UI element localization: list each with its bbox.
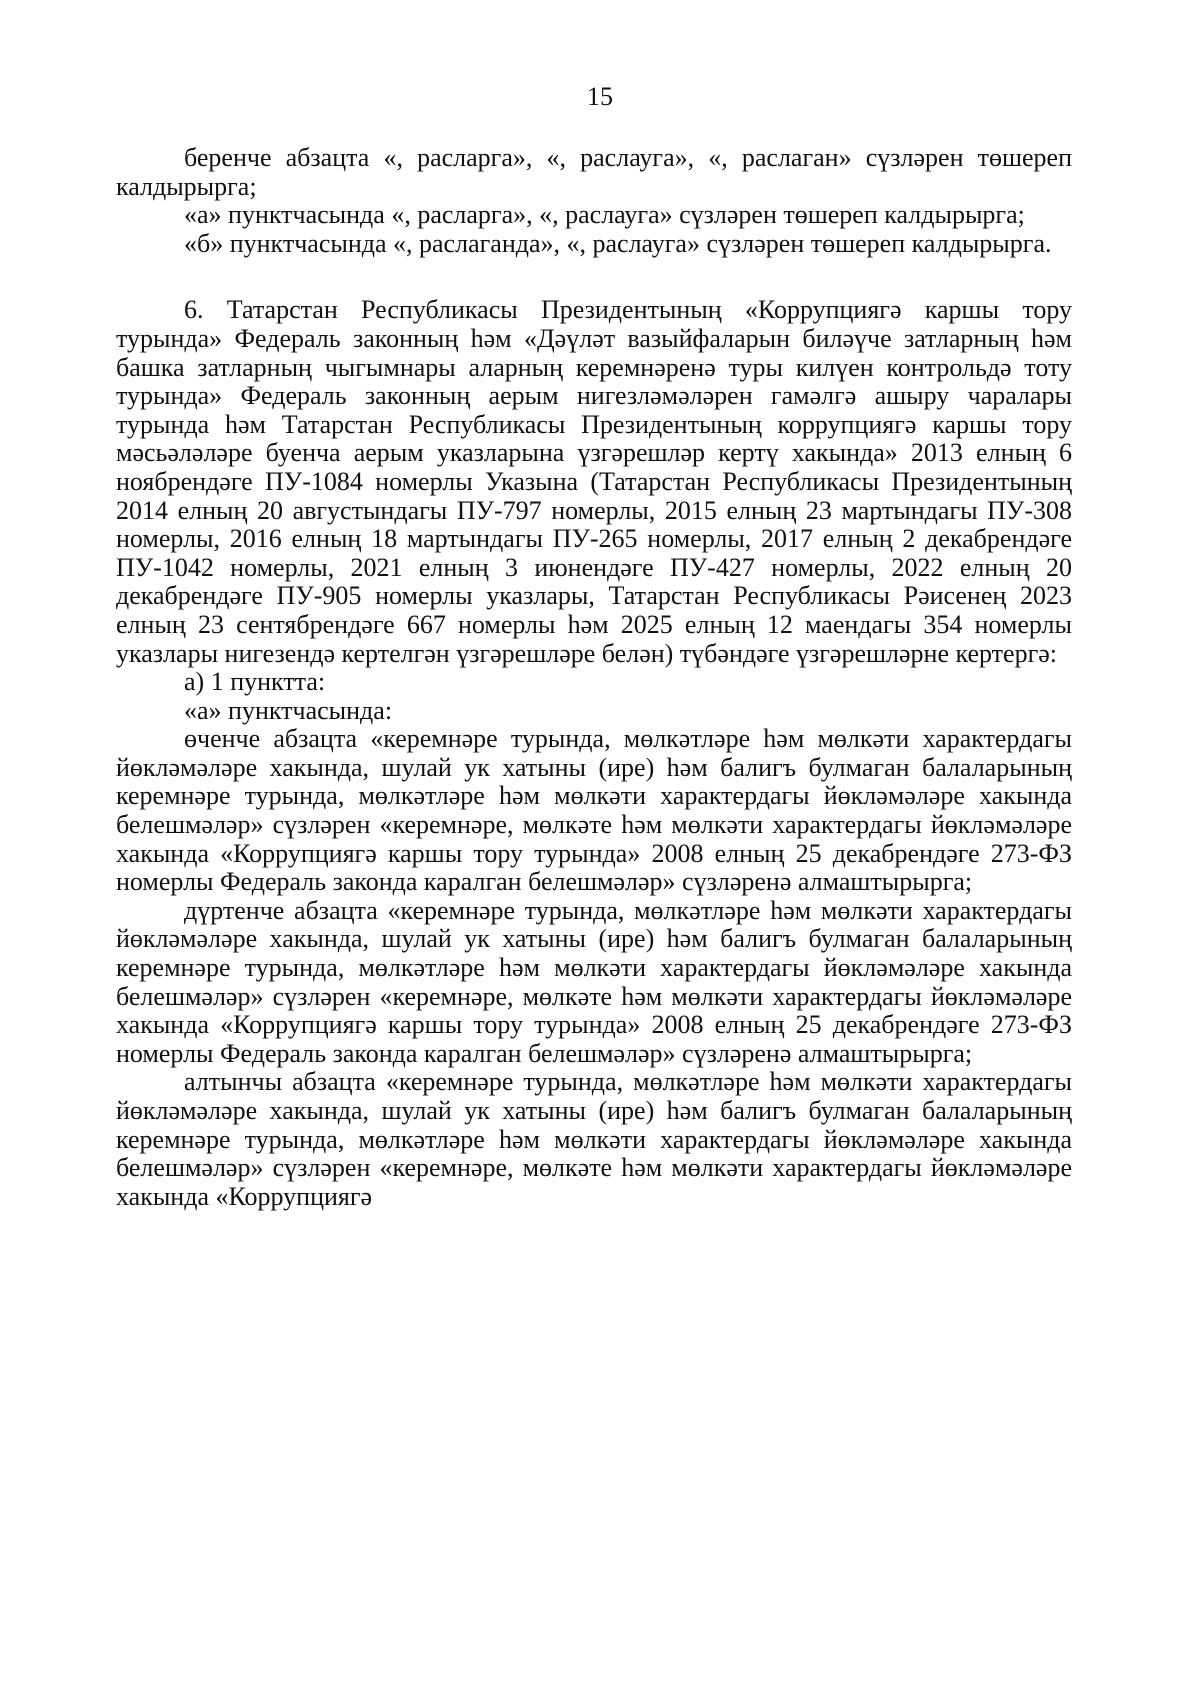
paragraph-gap [116, 258, 1072, 296]
paragraph-sixth-abzats: алтынчы абзацта «керемнәре турында, мөлкәтләре һәм мөлкәти характердагы йөкләмәләре хакында, шулай ук хатыны (ире) һәм балигъ булмаган балаларының керемнәре турында, мөлкәтләре һәм мөлкәти характердагы йөкләмәләре хакында белешмәләр» сүзләрен «керемнәре, мөлкәте һәм мөлкәти характердагы йөкләмәләре хакында «Коррупциягә [116, 1067, 1072, 1211]
paragraph-fourth-abzats: дүртенче абзацта «керемнәре турында, мөлкәтләре һәм мөлкәти характердагы йөкләмәләре хакында, шулай ук хатыны (ире) һәм балигъ булмаган балаларының керемнәре турында, мөлкәтләре һәм мөлкәти характердагы йөкләмәләре хакында белешмәләр» сүзләрен «керемнәре, мөлкәте һәм мөлкәти характердагы йөкләмәләре хакында «Коррупциягә каршы тору турында» 2008 елның 25 декабрендәге 273-ФЗ номерлы Федераль законда каралган белешмәләр» сүзләренә алмаштырырга; [116, 895, 1072, 1068]
paragraph-item-6: 6. Татарстан Республикасы Президентының «Коррупциягә каршы тору турында» Федераль законның һәм «Дәүләт вазыйфаларын биләүче затларның һәм башка затларның чыгымнары аларның керемнәренә туры килүен контрольдә тоту турында» Федераль законның аерым нигезләмәләрен гамәлгә ашыру чаралары турында һәм Татарстан Республикасы Президентының коррупциягә каршы тору мәсьәләләре буенча аерым указларына үзгәрешләр кертү хакында» 2013 елның 6 ноябрендәге ПУ-1084 номерлы Указына (Татарстан Республикасы Президентының 2014 елның 20 августындагы ПУ-797 номерлы, 2015 елның 23 мартындагы ПУ-308 номерлы, 2016 елның 18 мартындагы ПУ-265 номерлы, 2017 елның 2 декабрендәге ПУ-1042 номерлы, 2021 елның 3 июнендәге ПУ-427 номерлы, 2022 елның 20 декабрендәге ПУ-905 номерлы указлары, Татарстан Республикасы Рәисенең 2023 елның 23 сентябрендәге 667 номерлы һәм 2025 елның 12 маендагы 354 номерлы указлары нигезендә кертелгән үзгәрешләре белән) түбәндәге үзгәрешләрне кертергә: [116, 295, 1072, 668]
document-body [116, 144, 1072, 1211]
paragraph-first-abzats: беренче абзацта «, расларга», «, раслауга», «, раслаган» сүзләрен төшереп калдырырга; [116, 143, 1072, 201]
page-number: 15 [587, 82, 613, 111]
paragraph-point-1: а) 1 пунктта: [184, 667, 326, 697]
paragraph-third-abzats: өченче абзацта «керемнәре турында, мөлкәтләре һәм мөлкәти характердагы йөкләмәләре хакында, шулай ук хатыны (ире) һәм балигъ булмаган балаларының керемнәре турында, мөлкәтләре һәм мөлкәти характердагы йөкләмәләре хакында белешмәләр» сүзләрен «керемнәре, мөлкәте һәм мөлкәти характердагы йөкләмәләре хакында «Коррупциягә каршы тору турында» 2008 елның 25 декабрендәге 273-ФЗ номерлы Федераль законда каралган белешмәләр» сүзләренә алмаштырырга; [116, 724, 1072, 897]
paragraph-subitem-a: «а» пунктчасында «, расларга», «, раслауга» сүзләрен төшереп калдырырга; [184, 200, 1025, 230]
paragraph-subitem-a-heading: «а» пунктчасында: [184, 695, 393, 725]
paragraph-subitem-b: «б» пунктчасында «, раслаганда», «, раслауга» сүзләрен төшереп калдырырга. [184, 228, 1052, 258]
